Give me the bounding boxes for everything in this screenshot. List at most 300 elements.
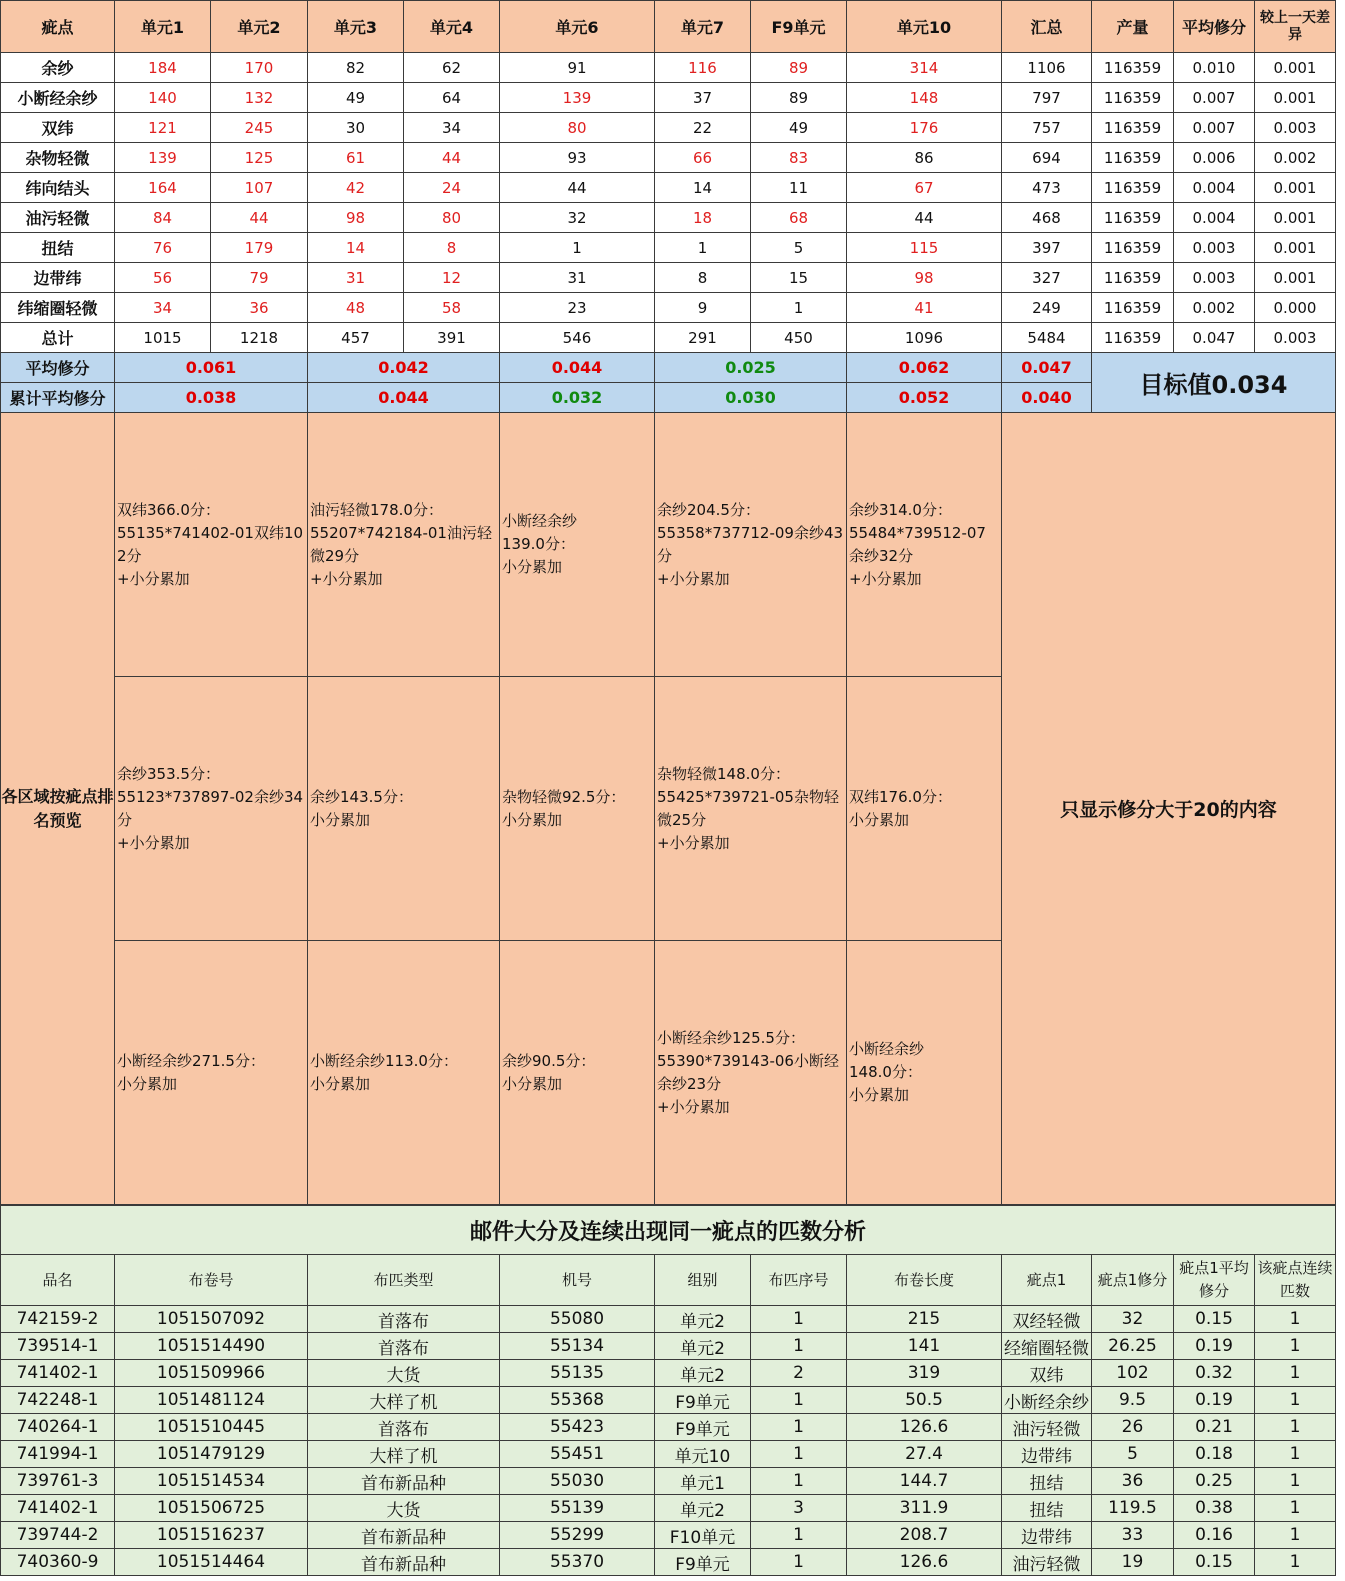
defect-count-cell[interactable]: 44 <box>500 173 655 203</box>
analysis-cell[interactable]: F10单元 <box>655 1522 751 1549</box>
analysis-cell[interactable]: F9单元 <box>655 1549 751 1576</box>
analysis-cell[interactable]: F9单元 <box>655 1414 751 1441</box>
defect-count-cell[interactable]: 44 <box>211 203 308 233</box>
ranking-cell[interactable] <box>847 941 1002 1205</box>
defect-count-cell[interactable]: 61 <box>308 143 404 173</box>
analysis-cell[interactable]: 0.15 <box>1174 1549 1255 1576</box>
defect-label[interactable]: 杂物轻微 <box>1 143 115 173</box>
defect-label[interactable]: 油污轻微 <box>1 203 115 233</box>
analysis-cell[interactable]: 742248-1 <box>1 1387 115 1414</box>
analysis-cell[interactable]: 1051514490 <box>115 1333 308 1360</box>
defect-count-cell[interactable]: 9 <box>655 293 751 323</box>
defect-count-cell[interactable]: 37 <box>655 83 751 113</box>
avg-score-row-value[interactable]: 0.044 <box>500 353 655 383</box>
avg-score-row-value[interactable]: 0.047 <box>1002 353 1092 383</box>
defect-label[interactable]: 扭结 <box>1 233 115 263</box>
analysis-cell[interactable]: 1051509966 <box>115 1360 308 1387</box>
defect-count-cell[interactable]: 31 <box>308 263 404 293</box>
header-total[interactable]: 汇总 <box>1002 1 1092 53</box>
total-cell[interactable]: 5484 <box>1002 323 1092 353</box>
analysis-header-cell[interactable]: 该疵点连续匹数 <box>1255 1255 1336 1306</box>
analysis-cell[interactable]: 0.19 <box>1174 1387 1255 1414</box>
defect-count-cell[interactable]: 115 <box>847 233 1002 263</box>
analysis-cell[interactable]: 大样了机 <box>308 1441 500 1468</box>
total-cell[interactable]: 694 <box>1002 143 1092 173</box>
avg-score-cell[interactable]: 0.003 <box>1174 263 1255 293</box>
defect-count-cell[interactable]: 68 <box>751 203 847 233</box>
analysis-cell[interactable]: 1 <box>751 1522 847 1549</box>
defect-count-cell[interactable]: 93 <box>500 143 655 173</box>
analysis-cell[interactable]: 102 <box>1092 1360 1174 1387</box>
ranking-text: 余纱90.5分： 小分累加 <box>502 1051 596 1093</box>
defect-count-cell[interactable]: 80 <box>404 203 500 233</box>
defect-label[interactable]: 纬缩圈轻微 <box>1 293 115 323</box>
defect-count-cell[interactable]: 291 <box>655 323 751 353</box>
defect-count-cell[interactable]: 18 <box>655 203 751 233</box>
avg-score-row-value[interactable]: 0.061 <box>115 353 308 383</box>
analysis-cell[interactable]: 单元2 <box>655 1333 751 1360</box>
analysis-cell[interactable]: 739514-1 <box>1 1333 115 1360</box>
defect-count-cell[interactable]: 42 <box>308 173 404 203</box>
ranking-cell[interactable] <box>308 413 500 677</box>
ranking-note[interactable]: 只显示修分大于20的内容 <box>1002 413 1336 1205</box>
defect-count-cell[interactable]: 23 <box>500 293 655 323</box>
defect-count-cell[interactable]: 8 <box>655 263 751 293</box>
defect-count-cell[interactable]: 91 <box>500 53 655 83</box>
avg-score-cell[interactable]: 0.006 <box>1174 143 1255 173</box>
ranking-cell[interactable] <box>655 941 847 1205</box>
analysis-cell[interactable]: 26 <box>1092 1414 1174 1441</box>
defect-count-cell[interactable]: 64 <box>404 83 500 113</box>
defect-count-cell[interactable]: 15 <box>751 263 847 293</box>
analysis-cell[interactable]: 55139 <box>500 1495 655 1522</box>
analysis-cell[interactable]: 单元2 <box>655 1360 751 1387</box>
ranking-cell[interactable] <box>500 413 655 677</box>
defect-count-cell[interactable]: 80 <box>500 113 655 143</box>
defect-count-cell[interactable]: 546 <box>500 323 655 353</box>
analysis-cell[interactable]: 742159-2 <box>1 1306 115 1333</box>
analysis-cell[interactable]: 1 <box>1255 1468 1336 1495</box>
header-unit-7[interactable]: F9单元 <box>751 1 847 53</box>
defect-count-cell[interactable]: 1 <box>751 293 847 323</box>
output-cell[interactable]: 116359 <box>1092 323 1174 353</box>
ranking-cell[interactable] <box>115 677 308 941</box>
avg-score-cell[interactable]: 0.004 <box>1174 173 1255 203</box>
defect-count-cell[interactable]: 125 <box>211 143 308 173</box>
cumulative-avg-row-value[interactable]: 0.052 <box>847 383 1002 413</box>
header-unit-8[interactable]: 单元10 <box>847 1 1002 53</box>
avg-score-row-value[interactable]: 0.042 <box>308 353 500 383</box>
defect-count-cell[interactable]: 140 <box>115 83 211 113</box>
defect-count-cell[interactable]: 14 <box>308 233 404 263</box>
cumulative-avg-row-value[interactable]: 0.040 <box>1002 383 1092 413</box>
ranking-cell[interactable] <box>500 677 655 941</box>
analysis-cell[interactable]: 首落布 <box>308 1414 500 1441</box>
defect-count-cell[interactable]: 24 <box>404 173 500 203</box>
analysis-cell[interactable]: 1 <box>751 1549 847 1576</box>
header-unit-1[interactable]: 单元1 <box>115 1 211 53</box>
output-cell[interactable]: 116359 <box>1092 173 1174 203</box>
analysis-cell[interactable]: 1051481124 <box>115 1387 308 1414</box>
analysis-cell[interactable]: 741402-1 <box>1 1360 115 1387</box>
defect-count-cell[interactable]: 132 <box>211 83 308 113</box>
analysis-cell[interactable]: 首落布 <box>308 1306 500 1333</box>
avg-score-cell[interactable]: 0.047 <box>1174 323 1255 353</box>
header-unit-4[interactable]: 单元4 <box>404 1 500 53</box>
analysis-cell[interactable]: 1 <box>1255 1333 1336 1360</box>
diff-cell[interactable]: 0.003 <box>1255 323 1336 353</box>
defect-count-cell[interactable]: 170 <box>211 53 308 83</box>
ranking-cell[interactable] <box>115 413 308 677</box>
ranking-cell[interactable] <box>847 677 1002 941</box>
header-diff[interactable]: 较上一天差异 <box>1255 1 1336 53</box>
total-cell[interactable]: 327 <box>1002 263 1092 293</box>
avg-score-cell[interactable]: 0.004 <box>1174 203 1255 233</box>
defect-count-cell[interactable]: 67 <box>847 173 1002 203</box>
analysis-cell[interactable]: 32 <box>1092 1306 1174 1333</box>
total-cell[interactable]: 473 <box>1002 173 1092 203</box>
defect-count-cell[interactable]: 48 <box>308 293 404 323</box>
analysis-cell[interactable]: 单元2 <box>655 1495 751 1522</box>
avg-score-cell[interactable]: 0.010 <box>1174 53 1255 83</box>
header-defect[interactable]: 疵点 <box>1 1 115 53</box>
analysis-cell[interactable]: 0.32 <box>1174 1360 1255 1387</box>
analysis-header-cell[interactable]: 布卷长度 <box>847 1255 1002 1306</box>
analysis-cell[interactable]: 大货 <box>308 1360 500 1387</box>
defect-count-cell[interactable]: 56 <box>115 263 211 293</box>
analysis-cell[interactable]: 1 <box>1255 1549 1336 1576</box>
analysis-cell[interactable]: 55451 <box>500 1441 655 1468</box>
analysis-cell[interactable]: 1 <box>1255 1522 1336 1549</box>
analysis-cell[interactable]: 740360-9 <box>1 1549 115 1576</box>
header-unit-6[interactable]: 单元7 <box>655 1 751 53</box>
defect-count-cell[interactable]: 12 <box>404 263 500 293</box>
analysis-cell[interactable]: 油污轻微 <box>1002 1549 1092 1576</box>
analysis-cell[interactable]: 1051479129 <box>115 1441 308 1468</box>
defect-count-cell[interactable]: 83 <box>751 143 847 173</box>
analysis-cell[interactable]: 1051516237 <box>115 1522 308 1549</box>
analysis-cell[interactable]: 1 <box>1255 1306 1336 1333</box>
ranking-label[interactable]: 各区域按疵点排名预览 <box>1 413 115 1205</box>
total-cell[interactable]: 468 <box>1002 203 1092 233</box>
defect-count-cell[interactable]: 34 <box>115 293 211 323</box>
defect-count-cell[interactable]: 8 <box>404 233 500 263</box>
analysis-cell[interactable]: 1051506725 <box>115 1495 308 1522</box>
analysis-cell[interactable]: 739761-3 <box>1 1468 115 1495</box>
defect-count-cell[interactable]: 66 <box>655 143 751 173</box>
diff-cell[interactable]: 0.001 <box>1255 173 1336 203</box>
header-unit-2[interactable]: 单元2 <box>211 1 308 53</box>
analysis-cell[interactable]: 双经轻微 <box>1002 1306 1092 1333</box>
diff-cell[interactable]: 0.001 <box>1255 263 1336 293</box>
cumulative-avg-row-value[interactable]: 0.032 <box>500 383 655 413</box>
analysis-cell[interactable]: 首布新品种 <box>308 1468 500 1495</box>
analysis-cell[interactable]: 0.15 <box>1174 1306 1255 1333</box>
analysis-cell[interactable]: 0.16 <box>1174 1522 1255 1549</box>
analysis-cell[interactable]: 311.9 <box>847 1495 1002 1522</box>
analysis-cell[interactable]: 319 <box>847 1360 1002 1387</box>
analysis-header-cell[interactable]: 疵点1修分 <box>1092 1255 1174 1306</box>
avg-score-row-value[interactable]: 0.025 <box>655 353 847 383</box>
analysis-cell[interactable]: 1051514464 <box>115 1549 308 1576</box>
analysis-header-cell[interactable]: 布匹类型 <box>308 1255 500 1306</box>
diff-cell[interactable]: 0.000 <box>1255 293 1336 323</box>
analysis-cell[interactable]: 1 <box>751 1468 847 1495</box>
defect-count-cell[interactable]: 49 <box>308 83 404 113</box>
defect-count-cell[interactable]: 1096 <box>847 323 1002 353</box>
analysis-cell[interactable]: 1 <box>1255 1387 1336 1414</box>
defect-count-cell[interactable]: 121 <box>115 113 211 143</box>
analysis-cell[interactable]: 55134 <box>500 1333 655 1360</box>
analysis-cell[interactable]: 1 <box>751 1414 847 1441</box>
ranking-cell[interactable] <box>847 413 1002 677</box>
analysis-cell[interactable]: 741994-1 <box>1 1441 115 1468</box>
header-unit-5[interactable]: 单元6 <box>500 1 655 53</box>
defect-label[interactable]: 纬向结头 <box>1 173 115 203</box>
defect-count-cell[interactable]: 391 <box>404 323 500 353</box>
ranking-cell[interactable] <box>500 941 655 1205</box>
header-avg-score[interactable]: 平均修分 <box>1174 1 1255 53</box>
output-cell[interactable]: 116359 <box>1092 203 1174 233</box>
ranking-cell[interactable] <box>655 413 847 677</box>
analysis-cell[interactable]: 1051507092 <box>115 1306 308 1333</box>
diff-cell[interactable]: 0.001 <box>1255 83 1336 113</box>
defect-count-cell[interactable]: 44 <box>847 203 1002 233</box>
defect-count-cell[interactable]: 116 <box>655 53 751 83</box>
analysis-cell[interactable]: 大样了机 <box>308 1387 500 1414</box>
defect-count-cell[interactable]: 98 <box>847 263 1002 293</box>
defect-count-cell[interactable]: 22 <box>655 113 751 143</box>
analysis-header-cell[interactable]: 布匹序号 <box>751 1255 847 1306</box>
analysis-cell[interactable]: 1 <box>1255 1441 1336 1468</box>
table-row <box>1 1333 1336 1360</box>
analysis-cell[interactable]: 26.25 <box>1092 1333 1174 1360</box>
defect-label[interactable]: 小断经余纱 <box>1 83 115 113</box>
analysis-cell[interactable]: 55370 <box>500 1549 655 1576</box>
analysis-cell[interactable]: 扭结 <box>1002 1495 1092 1522</box>
analysis-header-cell[interactable]: 组别 <box>655 1255 751 1306</box>
defect-count-cell[interactable]: 34 <box>404 113 500 143</box>
total-cell[interactable]: 249 <box>1002 293 1092 323</box>
defect-count-cell[interactable]: 31 <box>500 263 655 293</box>
defect-count-cell[interactable]: 89 <box>751 83 847 113</box>
analysis-cell[interactable]: 油污轻微 <box>1002 1414 1092 1441</box>
analysis-cell[interactable]: 36 <box>1092 1468 1174 1495</box>
defect-count-cell[interactable]: 49 <box>751 113 847 143</box>
avg-score-row-label[interactable]: 平均修分 <box>1 353 115 383</box>
analysis-title[interactable]: 邮件大分及连续出现同一疵点的匹数分析 <box>1 1206 1336 1255</box>
header-output[interactable]: 产量 <box>1092 1 1174 53</box>
defect-count-cell[interactable]: 41 <box>847 293 1002 323</box>
ranking-cell[interactable] <box>115 941 308 1205</box>
diff-cell[interactable]: 0.002 <box>1255 143 1336 173</box>
analysis-cell[interactable]: 首落布 <box>308 1333 500 1360</box>
defect-count-cell[interactable]: 314 <box>847 53 1002 83</box>
cumulative-avg-row-value[interactable]: 0.030 <box>655 383 847 413</box>
analysis-cell[interactable]: 首布新品种 <box>308 1549 500 1576</box>
cumulative-avg-row-label[interactable]: 累计平均修分 <box>1 383 115 413</box>
analysis-cell[interactable]: 215 <box>847 1306 1002 1333</box>
analysis-header-cell[interactable]: 机号 <box>500 1255 655 1306</box>
analysis-cell[interactable]: 1 <box>1255 1360 1336 1387</box>
cumulative-avg-row-value[interactable]: 0.038 <box>115 383 308 413</box>
output-cell[interactable]: 116359 <box>1092 263 1174 293</box>
defect-count-cell[interactable]: 44 <box>404 143 500 173</box>
defect-count-cell[interactable]: 14 <box>655 173 751 203</box>
defect-count-cell[interactable]: 179 <box>211 233 308 263</box>
defect-count-cell[interactable]: 107 <box>211 173 308 203</box>
analysis-cell[interactable]: 2 <box>751 1360 847 1387</box>
defect-label[interactable]: 双纬 <box>1 113 115 143</box>
defect-label[interactable]: 总计 <box>1 323 115 353</box>
defect-count-cell[interactable]: 148 <box>847 83 1002 113</box>
avg-score-row-value[interactable]: 0.062 <box>847 353 1002 383</box>
total-cell[interactable]: 797 <box>1002 83 1092 113</box>
diff-cell[interactable]: 0.003 <box>1255 113 1336 143</box>
analysis-cell[interactable]: 单元10 <box>655 1441 751 1468</box>
analysis-cell[interactable]: 55368 <box>500 1387 655 1414</box>
defect-count-cell[interactable]: 1218 <box>211 323 308 353</box>
output-cell[interactable]: 116359 <box>1092 293 1174 323</box>
defect-row <box>1 263 1336 293</box>
analysis-cell[interactable]: 1 <box>751 1387 847 1414</box>
analysis-cell[interactable]: 大货 <box>308 1495 500 1522</box>
diff-cell[interactable]: 0.001 <box>1255 53 1336 83</box>
total-cell[interactable]: 397 <box>1002 233 1092 263</box>
analysis-cell[interactable]: 3 <box>751 1495 847 1522</box>
analysis-cell[interactable]: 55299 <box>500 1522 655 1549</box>
analysis-cell[interactable]: 边带纬 <box>1002 1441 1092 1468</box>
defect-count-cell[interactable]: 11 <box>751 173 847 203</box>
analysis-cell[interactable]: 1 <box>1255 1495 1336 1522</box>
analysis-cell[interactable]: 27.4 <box>847 1441 1002 1468</box>
ranking-cell[interactable] <box>655 677 847 941</box>
defect-count-cell[interactable]: 32 <box>500 203 655 233</box>
defect-count-cell[interactable]: 82 <box>308 53 404 83</box>
avg-score-cell[interactable]: 0.007 <box>1174 113 1255 143</box>
defect-count-cell[interactable]: 79 <box>211 263 308 293</box>
analysis-cell[interactable]: 双纬 <box>1002 1360 1092 1387</box>
avg-score-cell[interactable]: 0.007 <box>1174 83 1255 113</box>
analysis-cell[interactable]: 1051514534 <box>115 1468 308 1495</box>
analysis-cell[interactable]: 55135 <box>500 1360 655 1387</box>
defect-count-cell[interactable]: 164 <box>115 173 211 203</box>
defect-count-cell[interactable]: 1015 <box>115 323 211 353</box>
analysis-cell[interactable]: 首布新品种 <box>308 1522 500 1549</box>
output-cell[interactable]: 116359 <box>1092 83 1174 113</box>
ranking-cell[interactable] <box>308 677 500 941</box>
defect-count-cell[interactable]: 84 <box>115 203 211 233</box>
output-cell[interactable]: 116359 <box>1092 143 1174 173</box>
defect-count-cell[interactable]: 450 <box>751 323 847 353</box>
defect-count-cell[interactable]: 30 <box>308 113 404 143</box>
defect-count-cell[interactable]: 98 <box>308 203 404 233</box>
analysis-cell[interactable]: 1 <box>751 1441 847 1468</box>
target-value[interactable]: 目标值0.034 <box>1092 353 1336 413</box>
analysis-cell[interactable]: 小断经余纱 <box>1002 1387 1092 1414</box>
analysis-cell[interactable]: 119.5 <box>1092 1495 1174 1522</box>
defect-label[interactable]: 余纱 <box>1 53 115 83</box>
analysis-header-cell[interactable]: 布卷号 <box>115 1255 308 1306</box>
analysis-cell[interactable]: 1 <box>1255 1414 1336 1441</box>
diff-cell[interactable]: 0.001 <box>1255 233 1336 263</box>
analysis-cell[interactable]: 0.38 <box>1174 1495 1255 1522</box>
analysis-cell[interactable]: F9单元 <box>655 1387 751 1414</box>
defect-count-cell[interactable]: 5 <box>751 233 847 263</box>
analysis-cell[interactable]: 0.18 <box>1174 1441 1255 1468</box>
defect-count-cell[interactable]: 1 <box>500 233 655 263</box>
diff-cell[interactable]: 0.001 <box>1255 203 1336 233</box>
defect-count-cell[interactable]: 62 <box>404 53 500 83</box>
analysis-cell[interactable]: 1051510445 <box>115 1414 308 1441</box>
defect-count-cell[interactable]: 76 <box>115 233 211 263</box>
cumulative-avg-row-value[interactable]: 0.044 <box>308 383 500 413</box>
analysis-cell[interactable]: 单元1 <box>655 1468 751 1495</box>
analysis-cell[interactable]: 0.25 <box>1174 1468 1255 1495</box>
analysis-cell[interactable]: 55030 <box>500 1468 655 1495</box>
defect-label[interactable]: 边带纬 <box>1 263 115 293</box>
defect-count-cell[interactable]: 86 <box>847 143 1002 173</box>
analysis-cell[interactable]: 1 <box>751 1306 847 1333</box>
analysis-cell[interactable]: 740264-1 <box>1 1414 115 1441</box>
analysis-cell[interactable]: 0.21 <box>1174 1414 1255 1441</box>
defect-count-cell[interactable]: 245 <box>211 113 308 143</box>
analysis-cell[interactable]: 边带纬 <box>1002 1522 1092 1549</box>
avg-score-cell[interactable]: 0.002 <box>1174 293 1255 323</box>
total-cell[interactable]: 757 <box>1002 113 1092 143</box>
analysis-cell[interactable]: 141 <box>847 1333 1002 1360</box>
analysis-cell[interactable]: 单元2 <box>655 1306 751 1333</box>
analysis-cell[interactable]: 126.6 <box>847 1414 1002 1441</box>
ranking-cell[interactable] <box>308 941 500 1205</box>
analysis-header-cell[interactable]: 疵点1平均修分 <box>1174 1255 1255 1306</box>
defect-count-cell[interactable]: 58 <box>404 293 500 323</box>
output-cell[interactable]: 116359 <box>1092 233 1174 263</box>
analysis-cell[interactable]: 0.19 <box>1174 1333 1255 1360</box>
analysis-cell[interactable]: 55080 <box>500 1306 655 1333</box>
analysis-cell[interactable]: 33 <box>1092 1522 1174 1549</box>
analysis-header-cell[interactable]: 品名 <box>1 1255 115 1306</box>
defect-count-cell[interactable]: 457 <box>308 323 404 353</box>
defect-count-cell[interactable]: 184 <box>115 53 211 83</box>
defect-count-cell[interactable]: 139 <box>115 143 211 173</box>
analysis-cell[interactable]: 208.7 <box>847 1522 1002 1549</box>
analysis-cell[interactable]: 144.7 <box>847 1468 1002 1495</box>
output-cell[interactable]: 116359 <box>1092 53 1174 83</box>
analysis-cell[interactable]: 50.5 <box>847 1387 1002 1414</box>
analysis-cell[interactable]: 739744-2 <box>1 1522 115 1549</box>
analysis-cell[interactable]: 9.5 <box>1092 1387 1174 1414</box>
defect-count-cell[interactable]: 139 <box>500 83 655 113</box>
analysis-cell[interactable]: 扭结 <box>1002 1468 1092 1495</box>
analysis-header-cell[interactable]: 疵点1 <box>1002 1255 1092 1306</box>
output-cell[interactable]: 116359 <box>1092 113 1174 143</box>
analysis-cell[interactable]: 19 <box>1092 1549 1174 1576</box>
total-cell[interactable]: 1106 <box>1002 53 1092 83</box>
defect-count-cell[interactable]: 1 <box>655 233 751 263</box>
analysis-cell[interactable]: 经缩圈轻微 <box>1002 1333 1092 1360</box>
analysis-cell[interactable]: 1 <box>751 1333 847 1360</box>
analysis-cell[interactable]: 126.6 <box>847 1549 1002 1576</box>
analysis-cell[interactable]: 5 <box>1092 1441 1174 1468</box>
avg-score-cell[interactable]: 0.003 <box>1174 233 1255 263</box>
header-unit-3[interactable]: 单元3 <box>308 1 404 53</box>
analysis-cell[interactable]: 55423 <box>500 1414 655 1441</box>
analysis-cell[interactable]: 741402-1 <box>1 1495 115 1522</box>
defect-count-cell[interactable]: 36 <box>211 293 308 323</box>
defect-count-cell[interactable]: 176 <box>847 113 1002 143</box>
defect-count-cell[interactable]: 89 <box>751 53 847 83</box>
